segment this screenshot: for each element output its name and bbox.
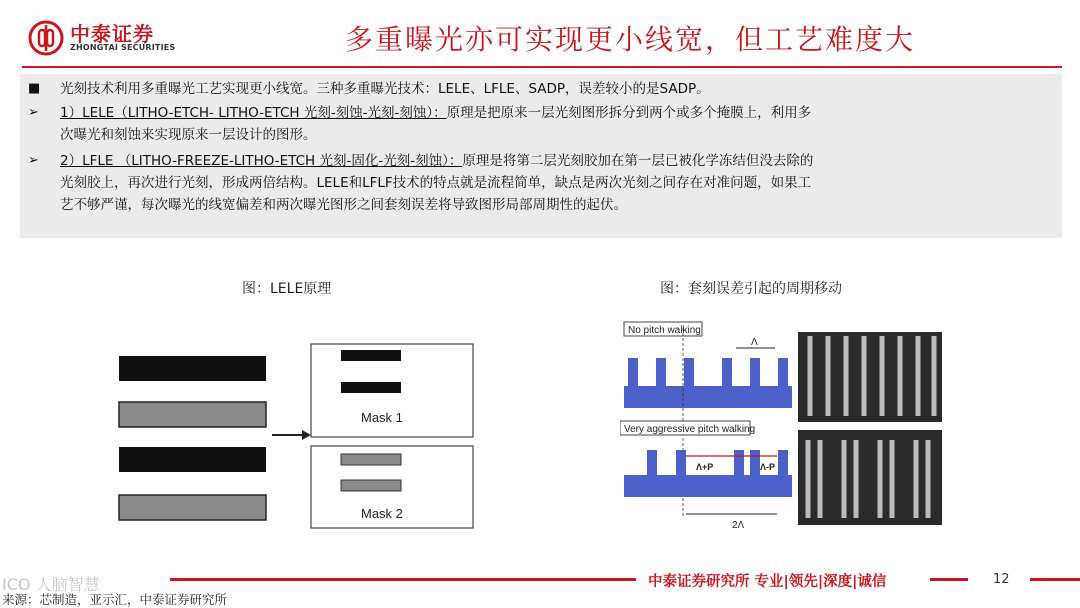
mask1-bar bbox=[341, 350, 401, 361]
mask2-bar bbox=[341, 454, 401, 465]
lambda-minus-label: Λ-P bbox=[760, 462, 776, 472]
lfle-heading: 2）LFLE （LITHO-FREEZE-LITHO-ETCH 光刻-固化-光刻-刻蚀）： bbox=[60, 153, 463, 169]
watermark: ICO 人脑智慧 bbox=[2, 575, 100, 594]
lele-heading: 1）LELE（LITHO-ETCH- LITHO-ETCH 光刻-刻蚀-光刻-刻蚀）： bbox=[60, 105, 447, 121]
summary-intro: 光刻技术利用多重曝光工艺实现更小线宽。三种多重曝光技术：LELE、LFLE、SADP，误差较小的是SADP。 bbox=[60, 81, 710, 97]
aggressive-pitch-walking-label: Very aggressive pitch walking bbox=[624, 424, 756, 435]
lele-line-1 bbox=[60, 102, 811, 124]
arrow-right-icon bbox=[302, 430, 311, 440]
no-pitch-walking-label: No pitch walking bbox=[628, 325, 701, 336]
brand-name-cn: 中泰证券 bbox=[70, 22, 154, 46]
lele-diagram bbox=[110, 330, 480, 530]
figure-right-caption: 图：套刻误差引起的周期移动 bbox=[660, 281, 842, 297]
pitch-walking-diagram bbox=[620, 318, 950, 533]
zhongtai-logo-icon bbox=[28, 20, 64, 56]
mask1-label: Mask 1 bbox=[361, 410, 403, 425]
pattern-bar-gray bbox=[119, 402, 266, 427]
substrate-top bbox=[624, 386, 792, 408]
pattern-bar-gray bbox=[119, 495, 266, 520]
title-divider bbox=[22, 66, 1062, 68]
lfle-line-1 bbox=[60, 150, 813, 172]
footer-rule-left bbox=[170, 578, 636, 581]
arrow-bullet-icon: ➢ bbox=[28, 153, 39, 168]
lambda-label: Λ bbox=[751, 337, 758, 348]
mask2-label: Mask 2 bbox=[361, 506, 403, 521]
mask1-bar bbox=[341, 382, 401, 393]
lfle-body-2: 光刻胶上，再次进行光刻，形成两倍结构。LELE和LFLF技术的特点就是流程简单，缺点是两次光刻之间存在对准问题，如果工 bbox=[60, 175, 812, 191]
footer-slogan: 中泰证券研究所 专业|领先|深度|诚信 bbox=[648, 574, 887, 590]
lfle-body-3: 艺不够严谨，每次曝光的线宽偏差和两次曝光图形之间套刻误差将导致图形局部周期性的起伏。 bbox=[60, 197, 627, 213]
source-note: 来源：芯制造，亚示汇，中泰证券研究所 bbox=[2, 592, 228, 607]
substrate-bottom bbox=[624, 475, 792, 497]
lele-body-1: 原理是把原来一层光刻图形拆分到两个或多个掩膜上，利用多 bbox=[446, 105, 812, 121]
page-title: 多重曝光亦可实现更小线宽，但工艺难度大 bbox=[344, 23, 915, 56]
mask2-bar bbox=[341, 480, 401, 491]
pattern-bar-black bbox=[119, 447, 266, 472]
footer-rule-right bbox=[1030, 578, 1080, 581]
lfle-body-1: 原理是将第二层光刻胶加在第一层已被化学冻结但没去除的 bbox=[462, 153, 814, 169]
footer-rule-mid bbox=[930, 578, 968, 581]
two-lambda-label: 2Λ bbox=[732, 520, 745, 531]
lele-body-2: 次曝光和刻蚀来实现原来一层设计的图形。 bbox=[60, 127, 317, 143]
lambda-plus-label: Λ+P bbox=[696, 462, 714, 472]
pattern-bar-black bbox=[119, 356, 266, 381]
arrow-bullet-icon: ➢ bbox=[28, 105, 39, 120]
brand-name-en: ZHONGTAI SECURITIES bbox=[70, 43, 176, 52]
page-number: 12 bbox=[993, 572, 1010, 587]
figure-left-caption: 图：LELE原理 bbox=[242, 281, 332, 297]
square-bullet-icon: ■ bbox=[28, 81, 41, 96]
